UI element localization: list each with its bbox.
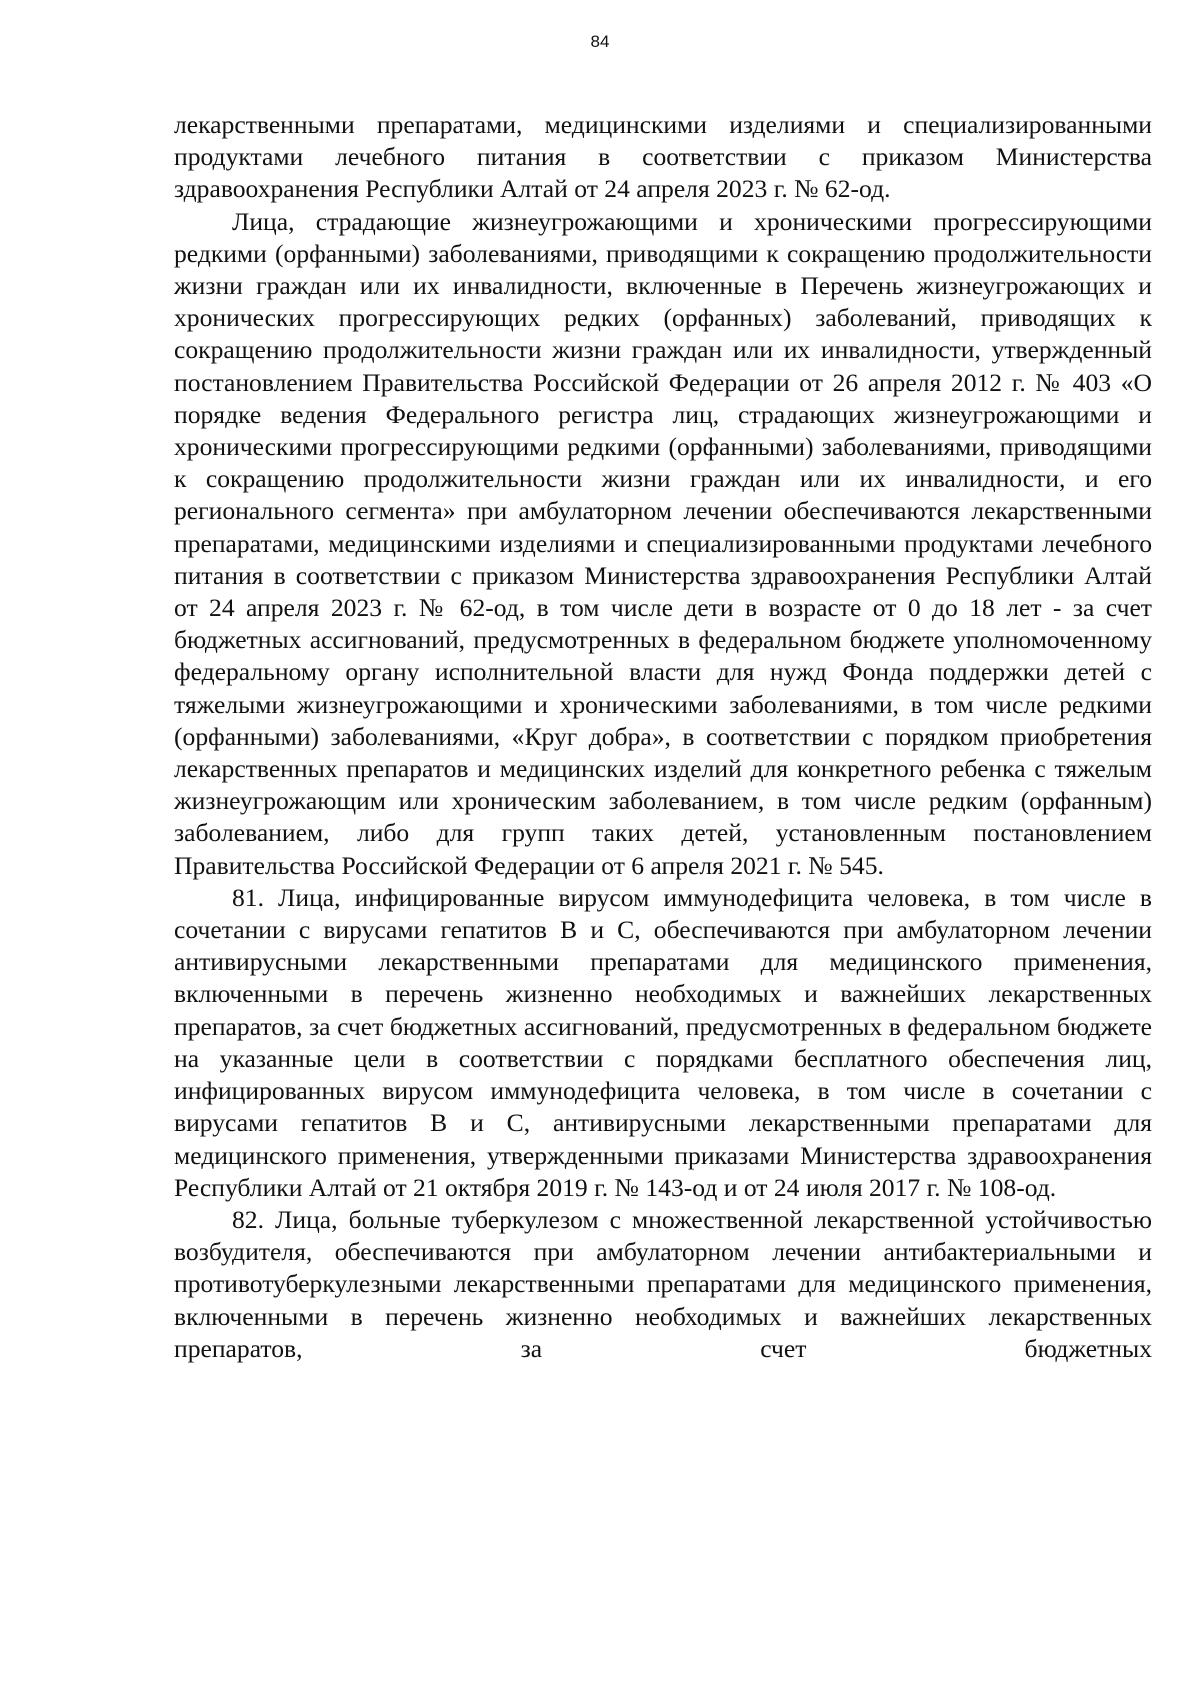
page-number: 84: [590, 32, 610, 51]
document-body: [174, 109, 1152, 1365]
paragraph-82-tuberculosis: 82. Лица, больные туберкулезом с множественной лекарственной устойчивостью возбудителя, обеспечиваются при амбулаторном лечении антибактериальными и противотуберкулезными лекарственными препаратами для медицинского применения, включенными в перечень жизненно необходимых и важнейших лекарственных препаратов, за счет бюджетных: [174, 1204, 1152, 1363]
paragraph-orphan-diseases: Лица, страдающие жизнеугрожающими и хроническими прогрессирующими редкими (орфанными) заболеваниями, приводящими к сокращению продолжительности жизни граждан или их инвалидности, включенные в Перечень жизнеугрожающих и хронических прогрессирующих редких (орфанных) заболеваний, приводящих к сокращению продолжительности жизни граждан или их инвалидности, утвержденный постановлением Правительства Российской Федерации от 26 апреля 2012 г. № 403 «О порядке ведения Федерального регистра лиц, страдающих жизнеугрожающими и хроническими прогрессирующими редкими (орфанными) заболеваниями, приводящими к сокращению продолжительности жизни граждан или их инвалидности, и его регионального сегмента» при амбулаторном лечении обеспечиваются лекарственными препаратами, медицинскими изделиями и специализированными продуктами лечебного питания в соответствии с приказом Министерства здравоохранения Республики Алтай от 24 апреля 2023 г. № 62-од, в том числе дети в возрасте от 0 до 18 лет - за счет бюджетных ассигнований, предусмотренных в федеральном бюджете уполномоченному федеральному органу исполнительной власти для нужд Фонда поддержки детей с тяжелыми жизнеугрожающими и хроническими заболеваниями, в том числе редкими (орфанными) заболеваниями, «Круг добра», в соответствии с порядком приобретения лекарственных препаратов и медицинских изделий для конкретного ребенка с тяжелым жизнеугрожающим или хроническим заболеванием, в том числе редким (орфанным) заболеванием, либо для групп таких детей, установленным постановлением Правительства Российской Федерации от 6 апреля 2021 г. № 545.: [174, 206, 1152, 880]
paragraph-81-hiv: 81. Лица, инфицированные вирусом иммунодефицита человека, в том числе в сочетании с вирусами гепатитов В и С, обеспечиваются при амбулаторном лечении антивирусными лекарственными препаратами для медицинского применения, включенными в перечень жизненно необходимых и важнейших лекарственных препаратов, за счет бюджетных ассигнований, предусмотренных в федеральном бюджете на указанные цели в соответствии с порядками бесплатного обеспечения лиц, инфицированных вирусом иммунодефицита человека, в том числе в сочетании с вирусами гепатитов В и С, антивирусными лекарственными препаратами для медицинского применения, утвержденными приказами Министерства здравоохранения Республики Алтай от 21 октября 2019 г. № 143-од и от 24 июля 2017 г. № 108-од.: [174, 882, 1152, 1202]
paragraph-continuation: лекарственными препаратами, медицинскими изделиями и специализированными продуктами лечебного питания в соответствии с приказом Министерства здравоохранения Республики Алтай от 24 апреля 2023 г. № 62-од.: [174, 110, 1152, 204]
